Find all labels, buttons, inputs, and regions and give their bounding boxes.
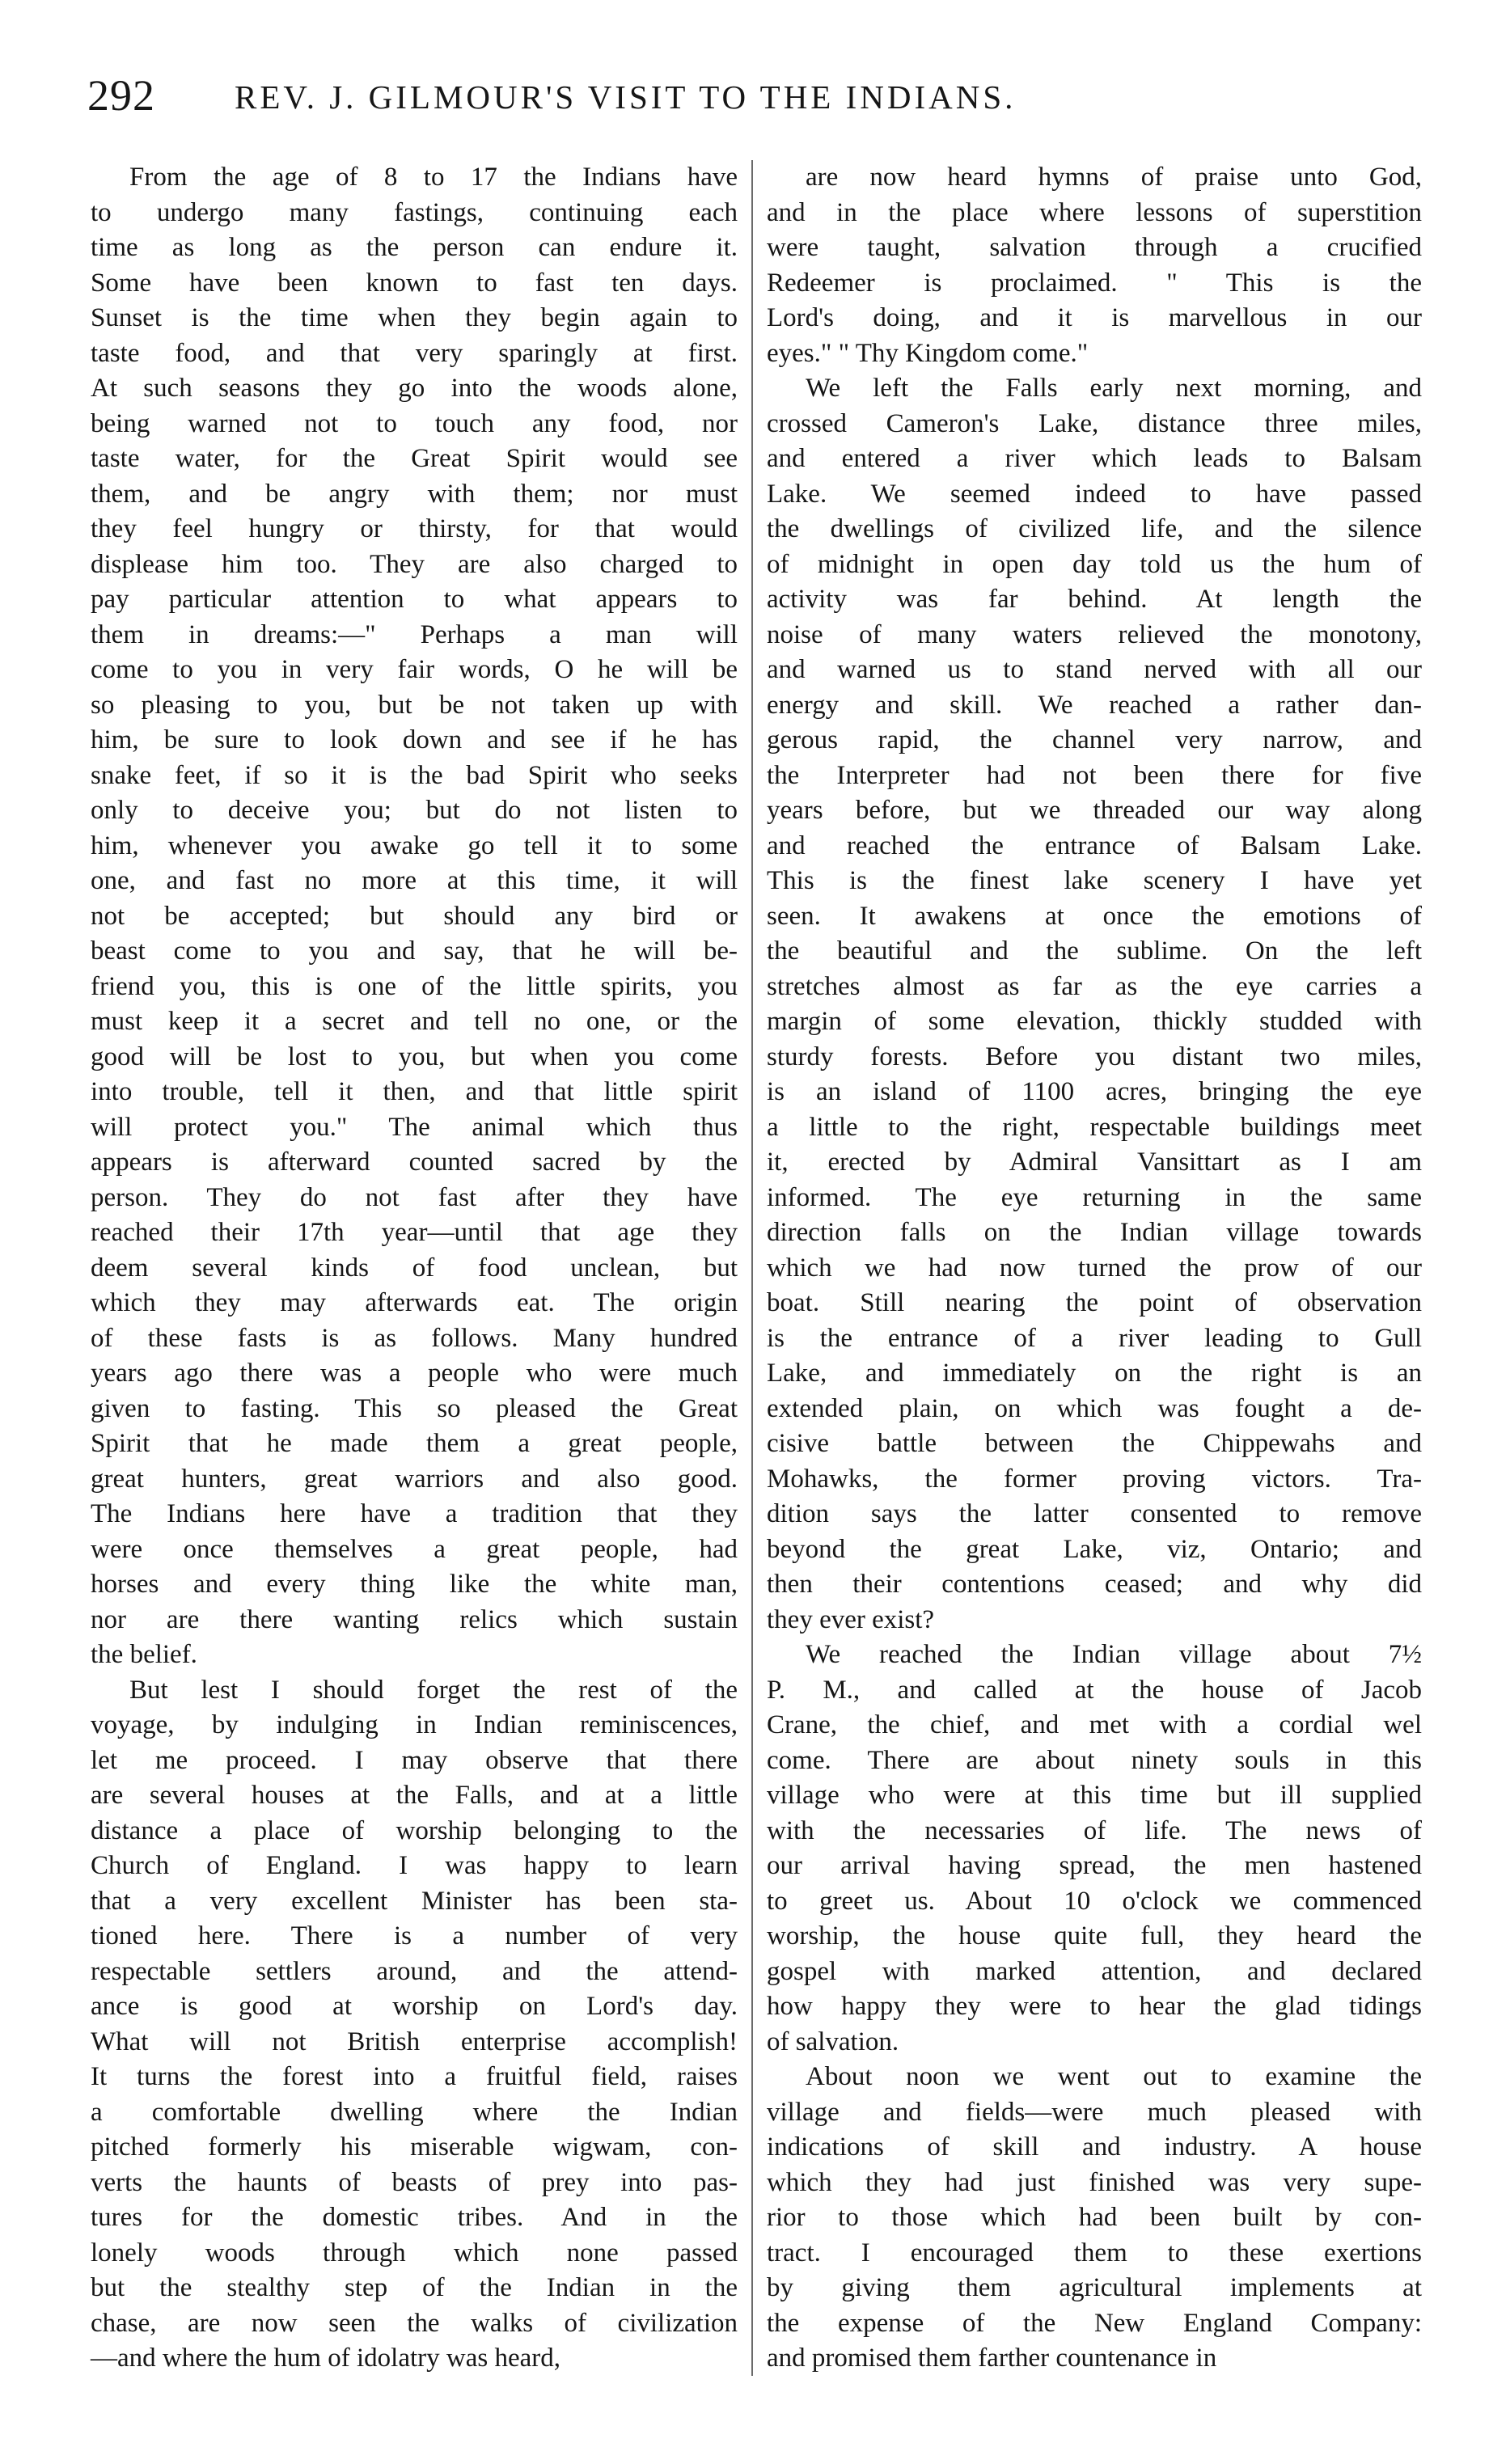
text-line: informed. The eye returning in the same — [767, 1182, 1422, 1212]
text-line: pay particular attention to what appears to — [91, 585, 738, 614]
text-line: What will not British enterprise accomplish! — [91, 2027, 738, 2056]
text-line: person. They do not fast after they have — [91, 1182, 738, 1212]
text-line: village who were at this time but ill supplied — [767, 1781, 1422, 1810]
text-line: were taught, salvation through a crucified — [767, 233, 1422, 262]
text-line: noise of many waters relieved the monotony, — [767, 619, 1422, 649]
text-line: But lest I should forget the rest of the — [129, 1675, 738, 1705]
text-line: and warned us to stand nerved with all our — [767, 655, 1422, 684]
text-line: tract. I encouraged them to these exertions — [767, 2238, 1422, 2267]
text-line: indications of skill and industry. A house — [767, 2132, 1422, 2162]
text-line: them in dreams:—" Perhaps a man will — [91, 619, 738, 649]
text-line: it, erected by Admiral Vansittart as I am — [767, 1147, 1422, 1177]
text-line: not be accepted; but should any bird or — [91, 901, 738, 931]
text-line: Some have been known to fast ten days. — [91, 268, 738, 298]
text-line: Redeemer is proclaimed. " This is the — [767, 268, 1422, 298]
text-line: then their contentions ceased; and why did — [767, 1570, 1422, 1599]
text-line: of salvation. — [767, 2027, 899, 2056]
text-line: lonely woods through which none passed — [91, 2238, 738, 2267]
text-line: good will be lost to you, but when you come — [91, 1042, 738, 1071]
text-line: and reached the entrance of Balsam Lake. — [767, 830, 1422, 860]
paragraph — [767, 2060, 1422, 2377]
text-line: margin of some elevation, thickly studded with — [767, 1007, 1422, 1036]
text-line: About noon we went out to examine the — [806, 2062, 1422, 2091]
text-line: they ever exist? — [767, 1604, 935, 1634]
text-line: voyage, by indulging in Indian reminiscences, — [91, 1710, 738, 1739]
text-line: The Indians here have a tradition that they — [91, 1499, 738, 1528]
text-line: village and fields—were much pleased with — [767, 2097, 1422, 2127]
text-line: Crane, the chief, and met with a cordial wel — [767, 1710, 1422, 1739]
text-line: ance is good at worship on Lord's day. — [91, 1992, 738, 2021]
text-line: but the stealthy step of the Indian in the — [91, 2273, 738, 2302]
text-line: Mohawks, the former proving victors. Tra- — [767, 1464, 1422, 1494]
text-line: come. There are about ninety souls in this — [767, 1745, 1422, 1775]
text-line: great hunters, great warriors and also good. — [91, 1464, 738, 1494]
text-line: must keep it a secret and tell no one, or the — [91, 1007, 738, 1036]
text-line: a little to the right, respectable buildings meet — [767, 1112, 1422, 1142]
text-line: one, and fast no more at this time, it will — [91, 866, 738, 895]
text-line: tioned here. There is a number of very — [91, 1921, 738, 1950]
text-line: by giving them agricultural implements at — [767, 2273, 1422, 2302]
text-line: years ago there was a people who were much — [91, 1359, 738, 1388]
text-line: of these fasts is as follows. Many hundred — [91, 1323, 738, 1353]
text-line: a comfortable dwelling where the Indian — [91, 2097, 738, 2127]
text-line: —and where the hum of idolatry was heard, — [91, 2344, 560, 2373]
text-line: which they may afterwards eat. The origin — [91, 1288, 738, 1317]
left-column — [91, 160, 738, 2377]
text-line: Lake. We seemed indeed to have passed — [767, 479, 1422, 509]
text-line: the expense of the New England Company: — [767, 2308, 1422, 2338]
paragraph — [767, 1638, 1422, 2060]
text-line: cisive battle between the Chippewahs and — [767, 1429, 1422, 1458]
text-line: are several houses at the Falls, and at a little — [91, 1781, 738, 1810]
text-line: We left the Falls early next morning, and — [806, 374, 1422, 403]
text-line: appears is afterward counted sacred by the — [91, 1147, 738, 1177]
text-line: our arrival having spread, the men hastened — [767, 1851, 1422, 1880]
text-line: eyes." " Thy Kingdom come." — [767, 338, 1089, 368]
text-line: beyond the great Lake, viz, Ontario; and — [767, 1534, 1422, 1564]
text-line: snake feet, if so it is the bad Spirit who seeks — [91, 760, 738, 790]
text-line: into trouble, tell it then, and that little spirit — [91, 1077, 738, 1106]
text-line: horses and every thing like the white man, — [91, 1570, 738, 1599]
text-line: to greet us. About 10 o'clock we commenced — [767, 1886, 1422, 1916]
text-line: sturdy forests. Before you distant two miles, — [767, 1042, 1422, 1071]
text-line: the dwellings of civilized life, and the silence — [767, 514, 1422, 543]
text-line: will protect you." The animal which thus — [91, 1112, 738, 1142]
text-line: From the age of 8 to 17 the Indians have — [129, 163, 738, 192]
text-line: beast come to you and say, that he will be- — [91, 936, 738, 966]
text-line: the belief. — [91, 1640, 197, 1669]
text-line: how happy they were to hear the glad tidings — [767, 1992, 1422, 2021]
text-line: taste food, and that very sparingly at first. — [91, 338, 738, 368]
text-line: and entered a river which leads to Balsam — [767, 444, 1422, 473]
text-line: is the entrance of a river leading to Gull — [767, 1323, 1422, 1353]
text-line: This is the finest lake scenery I have yet — [767, 866, 1422, 895]
text-line: chase, are now seen the walks of civilization — [91, 2308, 738, 2338]
text-line: time as long as the person can endure it. — [91, 233, 738, 262]
text-line: only to deceive you; but do not listen to — [91, 796, 738, 825]
text-line: At such seasons they go into the woods alone, — [91, 374, 738, 403]
text-line: of midnight in open day told us the hum of — [767, 549, 1422, 579]
text-line: so pleasing to you, but be not taken up with — [91, 690, 738, 720]
text-line: It turns the forest into a fruitful field, raises — [91, 2062, 738, 2091]
text-line: gerous rapid, the channel very narrow, and — [767, 725, 1422, 754]
text-line: let me proceed. I may observe that there — [91, 1745, 738, 1775]
text-line: to undergo many fastings, continuing each — [91, 197, 738, 227]
text-line: the Interpreter had not been there for five — [767, 760, 1422, 790]
text-line: and in the place where lessons of superstition — [767, 197, 1422, 227]
text-line: him, be sure to look down and see if he has — [91, 725, 738, 754]
text-line: with the necessaries of life. The news of — [767, 1815, 1422, 1845]
text-line: given to fasting. This so pleased the Great — [91, 1393, 738, 1423]
text-line: pitched formerly his miserable wigwam, con- — [91, 2132, 738, 2162]
text-line: years before, but we threaded our way along — [767, 796, 1422, 825]
text-line: them, and be angry with them; nor must — [91, 479, 738, 509]
text-line: distance a place of worship belonging to the — [91, 1815, 738, 1845]
paragraph — [767, 160, 1422, 371]
text-line: dition says the latter consented to remove — [767, 1499, 1422, 1528]
paragraph — [91, 1673, 738, 2377]
text-line: which they had just finished was very supe- — [767, 2167, 1422, 2197]
text-line: is an island of 1100 acres, bringing the eye — [767, 1077, 1422, 1106]
text-line: stretches almost as far as the eye carries a — [767, 971, 1422, 1001]
text-line: Lord's doing, and it is marvellous in our — [767, 303, 1422, 332]
text-line: being warned not to touch any food, nor — [91, 408, 738, 438]
text-line: were once themselves a great people, had — [91, 1534, 738, 1564]
text-line: which we had now turned the prow of our — [767, 1253, 1422, 1283]
text-line: activity was far behind. At length the — [767, 585, 1422, 614]
text-line: come to you in very fair words, O he will be — [91, 655, 738, 684]
text-line: the beautiful and the sublime. On the left — [767, 936, 1422, 966]
right-column — [767, 160, 1422, 2377]
text-line: verts the haunts of beasts of prey into pas- — [91, 2167, 738, 2197]
text-line: nor are there wanting relics which sustain — [91, 1604, 738, 1634]
text-line: are now heard hymns of praise unto God, — [806, 163, 1422, 192]
text-line: they feel hungry or thirsty, for that would — [91, 514, 738, 543]
text-line: boat. Still nearing the point of observation — [767, 1288, 1422, 1317]
text-line: direction falls on the Indian village towards — [767, 1218, 1422, 1247]
text-line: respectable settlers around, and the attend- — [91, 1956, 738, 1986]
text-line: that a very excellent Minister has been sta- — [91, 1886, 738, 1916]
text-line: gospel with marked attention, and declared — [767, 1956, 1422, 1986]
text-line: Sunset is the time when they begin again to — [91, 303, 738, 332]
text-line: him, whenever you awake go tell it to some — [91, 830, 738, 860]
text-line: rior to those which had been built by con- — [767, 2203, 1422, 2232]
running-head: REV. J. GILMOUR'S VISIT TO THE INDIANS. — [235, 78, 1017, 116]
column-divider — [751, 160, 753, 2376]
text-line: taste water, for the Great Spirit would see — [91, 444, 738, 473]
text-line: extended plain, on which was fought a de- — [767, 1393, 1422, 1423]
text-line: crossed Cameron's Lake, distance three miles, — [767, 408, 1422, 438]
text-line: deem several kinds of food unclean, but — [91, 1253, 738, 1283]
text-line: displease him too. They are also charged to — [91, 549, 738, 579]
text-line: energy and skill. We reached a rather dan- — [767, 690, 1422, 720]
text-line: reached their 17th year—until that age they — [91, 1218, 738, 1247]
text-line: Church of England. I was happy to learn — [91, 1851, 738, 1880]
text-line: and promised them farther countenance in — [767, 2344, 1217, 2373]
paragraph — [767, 371, 1422, 1638]
page-number: 292 — [87, 71, 155, 120]
text-line: We reached the Indian village about 7½ — [806, 1640, 1422, 1669]
text-line: friend you, this is one of the little spirits, you — [91, 971, 738, 1001]
text-line: P. M., and called at the house of Jacob — [767, 1675, 1422, 1705]
paragraph — [91, 160, 738, 1673]
text-line: worship, the house quite full, they heard the — [767, 1921, 1422, 1950]
text-line: seen. It awakens at once the emotions of — [767, 901, 1422, 931]
text-line: tures for the domestic tribes. And in the — [91, 2203, 738, 2232]
text-line: Lake, and immediately on the right is an — [767, 1359, 1422, 1388]
text-line: Spirit that he made them a great people, — [91, 1429, 738, 1458]
